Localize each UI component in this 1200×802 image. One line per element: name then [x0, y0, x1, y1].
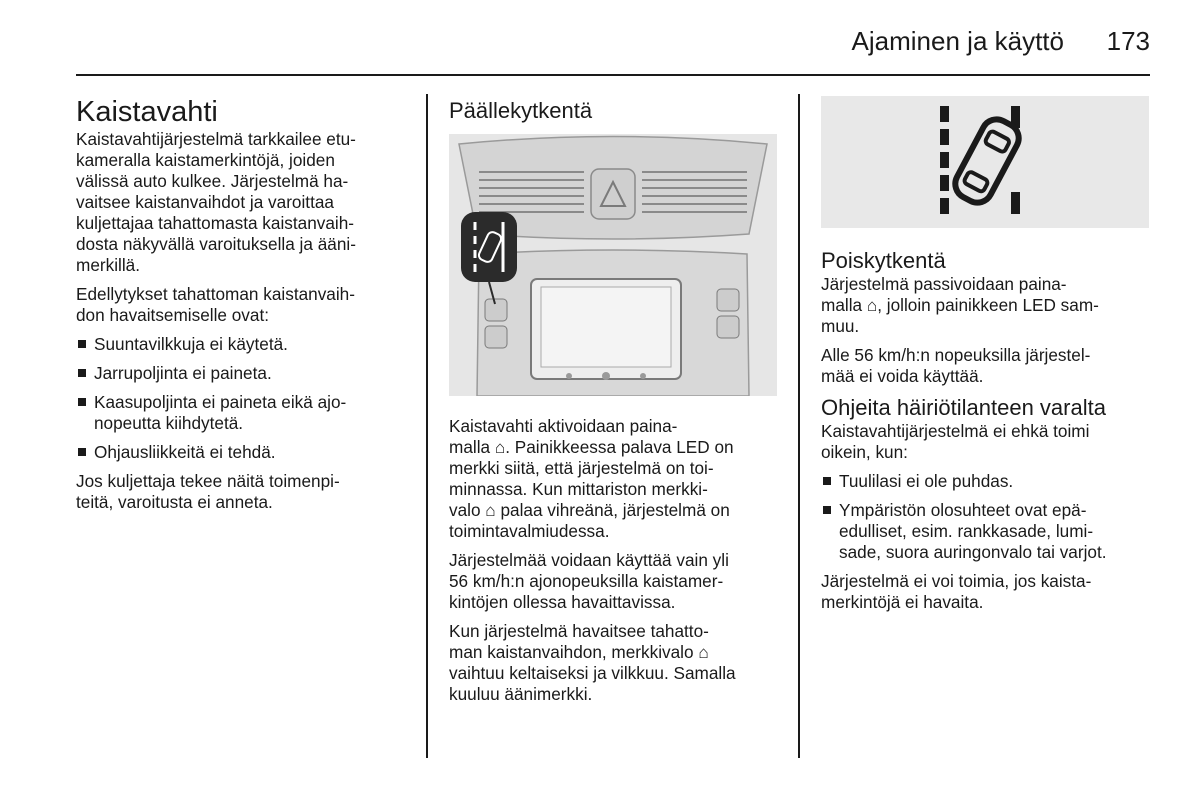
- text-line: don havaitsemiselle ovat:: [76, 305, 269, 325]
- column-1: [76, 95, 416, 521]
- list-item: [76, 392, 416, 434]
- text-line: Kaasupoljinta ei paineta eikä ajo-: [94, 392, 347, 412]
- text-line: vaitsee kaistanvaihdot ja varoittaa: [76, 192, 334, 212]
- text-line: Järjestelmä ei voi toimia, jos kaista-: [821, 571, 1092, 591]
- section-heading-poiskytkenta: Poiskytkentä: [821, 248, 946, 273]
- text-line: man kaistanvaihdon, merkkivalo ⌂: [449, 642, 709, 662]
- text-line: toimintavalmiudessa.: [449, 521, 610, 541]
- text-line: merkillä.: [76, 255, 140, 275]
- list-item: [76, 334, 416, 355]
- text-line: muu.: [821, 316, 860, 336]
- section-heading-kaistavahti: Kaistavahti: [76, 96, 218, 128]
- column-3: [821, 96, 1151, 621]
- text-line: välissä auto kulkee. Järjestelmä ha-: [76, 171, 349, 191]
- lane-departure-icon: [821, 96, 1149, 228]
- text-line: Ympäristön olosuhteet ovat epä-: [839, 500, 1087, 520]
- activation-paragraph: [449, 416, 789, 542]
- list-item: [821, 500, 1151, 563]
- intro-paragraph: [76, 129, 416, 276]
- text-line: valo ⌂ palaa vihreänä, järjestelmä on: [449, 500, 730, 520]
- speed-paragraph: [449, 550, 789, 613]
- text-line: Edellytykset tahattoman kaistanvaih-: [76, 284, 355, 304]
- column-divider-1: [426, 94, 428, 758]
- limitation-paragraph: [821, 571, 1151, 613]
- column-2: [449, 98, 789, 713]
- header-title: Ajaminen ja käyttö: [851, 26, 1064, 56]
- text-line: Ohjausliikkeitä ei tehdä.: [94, 442, 276, 462]
- text-line: Kaistavahtijärjestelmä tarkkailee etu-: [76, 129, 356, 149]
- text-line: 56 km/h:n ajonopeuksilla kaistamer-: [449, 571, 724, 591]
- text-line: Jos kuljettaja tekee näitä toimenpi-: [76, 471, 340, 491]
- page-number: 173: [1106, 26, 1150, 56]
- conditions-paragraph: [76, 284, 416, 326]
- text-line: kuljettajaa tahattomasta kaistanvaih-: [76, 213, 355, 233]
- speed-limit-paragraph: [821, 345, 1151, 387]
- text-line: teitä, varoitusta ei anneta.: [76, 492, 273, 512]
- text-line: sade, suora auringonvalo tai varjot.: [839, 542, 1107, 562]
- text-line: Kaistavahti aktivoidaan paina-: [449, 416, 678, 436]
- text-line: mää ei voida käyttää.: [821, 366, 984, 386]
- text-line: Tuulilasi ei ole puhdas.: [839, 471, 1014, 491]
- warning-paragraph: [449, 621, 789, 705]
- dashboard-svg: [449, 134, 777, 396]
- text-line: Kun järjestelmä havaitsee tahatto-: [449, 621, 709, 641]
- text-line: kintöjen ollessa havaittavissa.: [449, 592, 676, 612]
- text-line: dosta näkyvällä varoituksella ja ääni-: [76, 234, 356, 254]
- malfunction-paragraph: [821, 421, 1151, 463]
- text-line: malla ⌂. Painikkeessa palava LED on: [449, 437, 734, 457]
- dashboard-illustration: [449, 134, 777, 396]
- text-line: Järjestelmää voidaan käyttää vain yli: [449, 550, 729, 570]
- list-item: [821, 471, 1151, 492]
- header-rule: [76, 74, 1150, 76]
- text-line: minnassa. Kun mittariston merkki-: [449, 479, 708, 499]
- column-divider-2: [798, 94, 800, 758]
- text-line: oikein, kun:: [821, 442, 908, 462]
- text-line: edulliset, esim. rankkasade, lumi-: [839, 521, 1094, 541]
- text-line: Kaistavahtijärjestelmä ei ehkä toimi: [821, 421, 1090, 441]
- list-item: [76, 442, 416, 463]
- closing-paragraph: [76, 471, 416, 513]
- text-line: Järjestelmä passivoidaan paina-: [821, 274, 1067, 294]
- conditions-list: [76, 334, 416, 463]
- section-heading-ohjeita: Ohjeita häiriötilanteen varalta: [821, 395, 1106, 420]
- list-item: [76, 363, 416, 384]
- section-heading-paallekytkenta: Päällekytkentä: [449, 98, 593, 123]
- text-line: Suuntavilkkuja ei käytetä.: [94, 334, 288, 354]
- text-line: Jarrupoljinta ei paineta.: [94, 363, 272, 383]
- text-line: Alle 56 km/h:n nopeuksilla järjestel-: [821, 345, 1091, 365]
- deactivation-paragraph: [821, 274, 1151, 337]
- text-line: malla ⌂, jolloin painikkeen LED sam-: [821, 295, 1099, 315]
- text-line: kameralla kaistamerkintöjä, joiden: [76, 150, 335, 170]
- text-line: vaihtuu keltaiseksi ja vilkkuu. Samalla: [449, 663, 736, 683]
- text-line: merkki siitä, että järjestelmä on toi-: [449, 458, 714, 478]
- text-line: kuuluu äänimerkki.: [449, 684, 593, 704]
- malfunction-list: [821, 471, 1151, 563]
- text-line: merkintöjä ei havaita.: [821, 592, 984, 612]
- lane-departure-svg: [821, 96, 1149, 228]
- text-line: nopeutta kiihdytetä.: [94, 413, 244, 433]
